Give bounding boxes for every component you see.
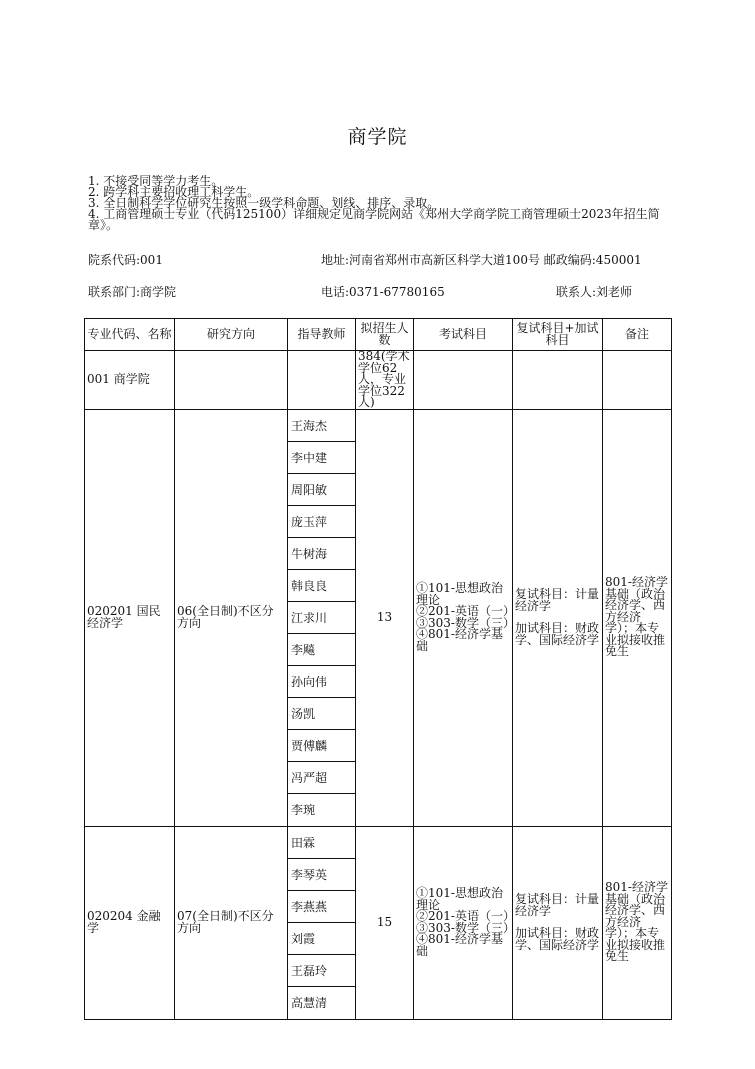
teacher-name: 李琬 bbox=[291, 802, 316, 817]
note-item: 3. 全日制科学学位研究生按照一级学科命题、划线、排序、录取。 bbox=[88, 196, 440, 210]
retest-subjects bbox=[513, 826, 603, 1019]
exam-subject: ①101-思想政治理论 bbox=[416, 886, 503, 912]
teacher-list-cell bbox=[288, 409, 356, 826]
retest-subject: 复试科目：计量经济学 bbox=[515, 587, 600, 613]
teacher-name: 王海杰 bbox=[288, 410, 355, 442]
exam-subjects bbox=[414, 409, 513, 826]
teacher-name: 李飚 bbox=[288, 634, 355, 666]
contact-dept: 联系部门:商学院 bbox=[88, 285, 177, 299]
header-remark: 备注 bbox=[603, 319, 672, 351]
quota: 15 bbox=[356, 826, 414, 1019]
teacher-name: 李琴英 bbox=[288, 859, 355, 891]
note-item: 4. 工商管理硕士专业（代码125100）详细规定见商学院网站《郑州大学商学院工商管理硕士2023年招生简章》。 bbox=[88, 207, 660, 232]
teacher-list-cell bbox=[288, 826, 356, 1019]
exam-subject: ②201-英语（一） bbox=[416, 909, 515, 923]
notes-list bbox=[88, 176, 678, 231]
quota: 13 bbox=[356, 409, 414, 826]
table-row bbox=[85, 826, 672, 1019]
header-direction: 研究方向 bbox=[175, 319, 288, 351]
teacher-name: 韩良良 bbox=[288, 570, 355, 602]
direction: 06(全日制)不区分方向 bbox=[175, 409, 288, 826]
address: 地址:河南省郑州市高新区科学大道100号 邮政编码:450001 bbox=[321, 253, 642, 267]
teacher-name: 庞玉萍 bbox=[288, 506, 355, 538]
teacher-name: 冯严超 bbox=[288, 762, 355, 794]
table-row bbox=[85, 409, 672, 826]
note-item: 1. 不接受同等学力考生。 bbox=[88, 174, 224, 188]
header-teachers: 指导教师 bbox=[288, 319, 356, 351]
exam-subject: ②201-英语（一） bbox=[416, 604, 515, 618]
teacher-name: 汤凯 bbox=[288, 698, 355, 730]
school-row bbox=[85, 351, 672, 410]
note-item: 2. 跨学科主要招收理工科学生。 bbox=[88, 185, 260, 199]
header-exam: 考试科目 bbox=[414, 319, 513, 351]
header-major: 专业代码、名称 bbox=[85, 319, 175, 351]
table-header-row bbox=[85, 319, 672, 351]
teacher-name: 江求川 bbox=[288, 602, 355, 634]
teacher-name: 田霖 bbox=[288, 827, 355, 859]
exam-subjects bbox=[414, 826, 513, 1019]
teacher-name: 周阳敏 bbox=[288, 474, 355, 506]
teacher-name: 刘霞 bbox=[288, 923, 355, 955]
remark: 801-经济学基础（政治经济学、西方经济学）；本专业拟接收推免生 bbox=[603, 826, 672, 1019]
exam-subject: ③303-数学（三） bbox=[416, 920, 515, 935]
teacher-name: 贾傅麟 bbox=[288, 730, 355, 762]
exam-subject: ④801-经济学基础 bbox=[416, 627, 503, 653]
header-retest: 复试科目+加试科目 bbox=[513, 319, 603, 351]
retest-subject: 复试科目：计量经济学 bbox=[515, 892, 600, 918]
school-name: 001 商学院 bbox=[85, 351, 175, 410]
extra-subject: 加试科目：财政学、国际经济学 bbox=[515, 926, 600, 952]
exam-subject: ③303-数学（三） bbox=[416, 615, 515, 630]
header-quota: 拟招生人数 bbox=[356, 319, 414, 351]
teacher-name: 高慧清 bbox=[291, 995, 328, 1010]
exam-subject: ①101-思想政治理论 bbox=[416, 581, 503, 607]
admissions-table bbox=[84, 318, 672, 1020]
page-title: 商学院 bbox=[347, 126, 408, 148]
teacher-name: 王磊玲 bbox=[288, 955, 355, 987]
teacher-name: 李燕燕 bbox=[288, 891, 355, 923]
contact-person: 联系人:刘老师 bbox=[556, 285, 633, 299]
direction: 07(全日制)不区分方向 bbox=[175, 826, 288, 1019]
major-name: 020201 国民经济学 bbox=[85, 409, 175, 826]
teacher-name: 李中建 bbox=[288, 442, 355, 474]
teacher-name: 牛树海 bbox=[288, 538, 355, 570]
exam-subject: ④801-经济学基础 bbox=[416, 932, 503, 958]
phone: 电话:0371-67780165 bbox=[321, 285, 445, 299]
teacher-name: 孙向伟 bbox=[288, 666, 355, 698]
remark: 801-经济学基础（政治经济学、西方经济学）；本专业拟接收推免生 bbox=[603, 409, 672, 826]
major-name: 020204 金融学 bbox=[85, 826, 175, 1019]
school-quota: 384(学术学位62人，专业学位322人) bbox=[356, 351, 414, 410]
dept-code: 院系代码:001 bbox=[88, 253, 163, 267]
retest-subjects bbox=[513, 409, 603, 826]
extra-subject: 加试科目：财政学、国际经济学 bbox=[515, 621, 600, 647]
